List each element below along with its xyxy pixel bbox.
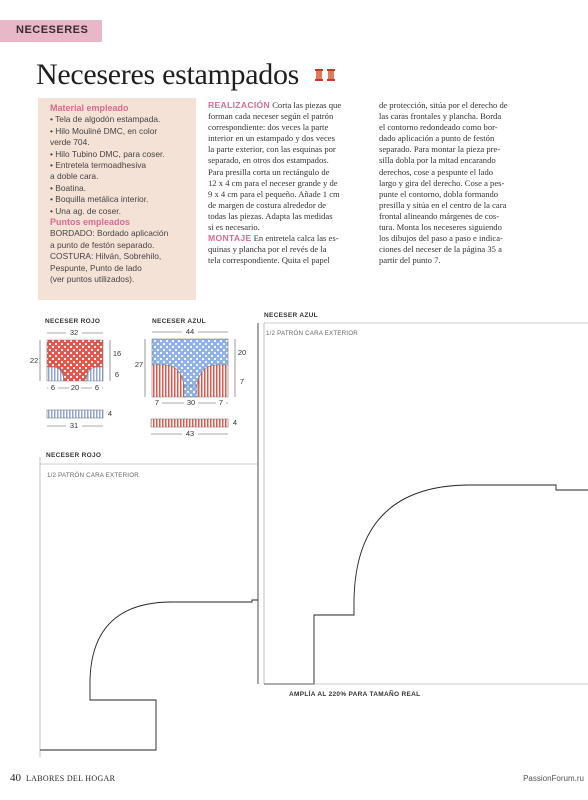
text-line: separado, en otros dos estampados. bbox=[208, 155, 329, 166]
text-line: presilla y sitúa en el centro de la cara bbox=[379, 199, 507, 210]
material-item: a doble cara. bbox=[50, 171, 99, 182]
blue-pattern-sub: 1/2 PATRÓN CARA EXTERIOR bbox=[266, 330, 358, 337]
red-diagram-label: NECESER ROJO bbox=[45, 318, 101, 325]
red-dim-top: 32 bbox=[66, 328, 82, 337]
blue-dim-right: 20 bbox=[237, 348, 247, 357]
text-line: quinas y plancha por el revés de la bbox=[208, 244, 327, 255]
blue-dim-b2: 30 bbox=[184, 398, 198, 407]
blue-dim-top: 44 bbox=[182, 327, 198, 336]
blue-dim-b3: 7 bbox=[216, 398, 226, 407]
blue-diagram-label: NECESER AZUL bbox=[152, 318, 206, 325]
enlarge-note: AMPLÍA AL 220% PARA TAMAÑO REAL bbox=[289, 691, 421, 698]
red-dim-right: 16 bbox=[112, 349, 122, 358]
material-item: • Tela de algodón estampada. bbox=[50, 114, 161, 125]
section-tag: NECESERES bbox=[0, 20, 102, 42]
watermark: PassionForum.ru bbox=[523, 774, 584, 783]
red-dim-b1: 6 bbox=[48, 383, 58, 392]
text-line: punte el contorno, dobla formando bbox=[379, 188, 499, 199]
blue-dim-b1: 7 bbox=[152, 398, 162, 407]
points-item: BORDADO: Bordado aplicación bbox=[50, 228, 169, 239]
montaje-keyword: MONTAJE bbox=[208, 233, 252, 244]
text-line: 9 x 4 cm para el pequeño. Añade 1 cm bbox=[208, 188, 340, 199]
points-item: Pespunte, Punto de lado bbox=[50, 262, 142, 273]
text-line: de protección, sitúa por el derecho de bbox=[379, 100, 508, 110]
page-number: 40 bbox=[10, 772, 21, 784]
text-line: ciones del neceser de la página 35 a bbox=[379, 244, 502, 255]
material-item: • Boquilla metálica interior. bbox=[50, 194, 149, 205]
red-dim-right-low: 6 bbox=[114, 370, 120, 379]
red-dim-left: 22 bbox=[29, 356, 39, 365]
text-line: frontal alineando márgenes de cos- bbox=[379, 210, 500, 221]
text-line: En entretela calca las es- bbox=[253, 233, 339, 244]
points-item: (ver puntos utilizados). bbox=[50, 274, 135, 285]
page-title: Neceseres estampados bbox=[36, 58, 300, 91]
blue-dim-right-low: 7 bbox=[239, 377, 245, 386]
realizacion-keyword: REALIZACIÓN bbox=[208, 100, 271, 110]
text-line: 12 x 4 cm para el neceser grande y de bbox=[208, 177, 338, 188]
blue-strip-height: 4 bbox=[232, 418, 238, 427]
blue-dim-left: 27 bbox=[134, 360, 144, 369]
red-dim-b3: 6 bbox=[92, 383, 102, 392]
material-item: • Boatina. bbox=[50, 182, 86, 193]
text-line: los dibujos del paso a paso e indica- bbox=[379, 233, 503, 244]
text-line: de margen de costura alrededor de bbox=[208, 199, 326, 210]
red-pattern-outline bbox=[40, 457, 258, 757]
text-line: Para presilla corta un rectángulo de bbox=[208, 166, 330, 177]
red-pattern-label: NECESER ROJO bbox=[46, 452, 102, 459]
text-line: tela correspondiente. Quita el papel bbox=[208, 255, 330, 266]
blue-pattern-label: NECESER AZUL bbox=[264, 312, 318, 319]
text-line: separado. Para montar la pieza pre- bbox=[379, 144, 501, 155]
material-item: verde 704. bbox=[50, 137, 90, 148]
text-line: la parte exterior, con las esquinas por bbox=[208, 144, 336, 155]
text-line: Corta las piezas que bbox=[272, 100, 342, 110]
material-item: • Hilo Tubino DMC, para coser. bbox=[50, 148, 165, 159]
text-line: forman cada neceser según el patrón bbox=[208, 111, 334, 122]
red-strip-width: 31 bbox=[66, 421, 82, 430]
text-line: silla dobla por la mitad encarando bbox=[379, 155, 496, 166]
text-line: partir del punto 7. bbox=[379, 255, 441, 266]
text-line: todas las piezas. Adapta las medidas bbox=[208, 210, 333, 221]
magazine-name: LABORES DEL HOGAR bbox=[26, 774, 116, 783]
text-line: dado aplicación a punto de festón bbox=[379, 133, 495, 144]
material-item: • Una ag. de coser. bbox=[50, 205, 121, 216]
blue-pattern-outline bbox=[258, 323, 588, 684]
red-strip-height: 4 bbox=[107, 409, 113, 418]
text-line: correspondiente: dos veces la parte bbox=[208, 122, 329, 133]
text-line: si es necesario. bbox=[208, 222, 260, 233]
red-purse-diagram bbox=[47, 340, 103, 418]
points-heading: Puntos empleados bbox=[50, 217, 131, 228]
materials-heading: Material empleado bbox=[50, 103, 129, 113]
text-line: largo y gira del derecho. Cose a pes- bbox=[379, 177, 505, 188]
text-line: derechos, cose a pespunte el lado bbox=[379, 166, 494, 177]
text-line: las caras frontales y plancha. Borda bbox=[379, 111, 502, 122]
points-item: COSTURA: Hilván, Sobrehilo, bbox=[50, 251, 162, 262]
text-line: el contorno redondeado como bor- bbox=[379, 122, 498, 133]
material-item: • Entretela termoadhesiva bbox=[50, 160, 147, 171]
blue-purse-diagram bbox=[151, 339, 228, 427]
points-item: a punto de festón separado. bbox=[50, 239, 155, 250]
red-pattern-sub: 1/2 PATRÓN CARA EXTERIOR bbox=[47, 472, 139, 479]
material-item: • Hilo Mouliné DMC, en color bbox=[50, 125, 158, 136]
text-line: tura. Monta los neceseres siguiendo bbox=[379, 222, 502, 233]
text-line: interior en un estampado y dos veces bbox=[208, 133, 335, 144]
blue-strip-width: 43 bbox=[182, 429, 198, 438]
red-dim-b2: 20 bbox=[70, 383, 80, 392]
